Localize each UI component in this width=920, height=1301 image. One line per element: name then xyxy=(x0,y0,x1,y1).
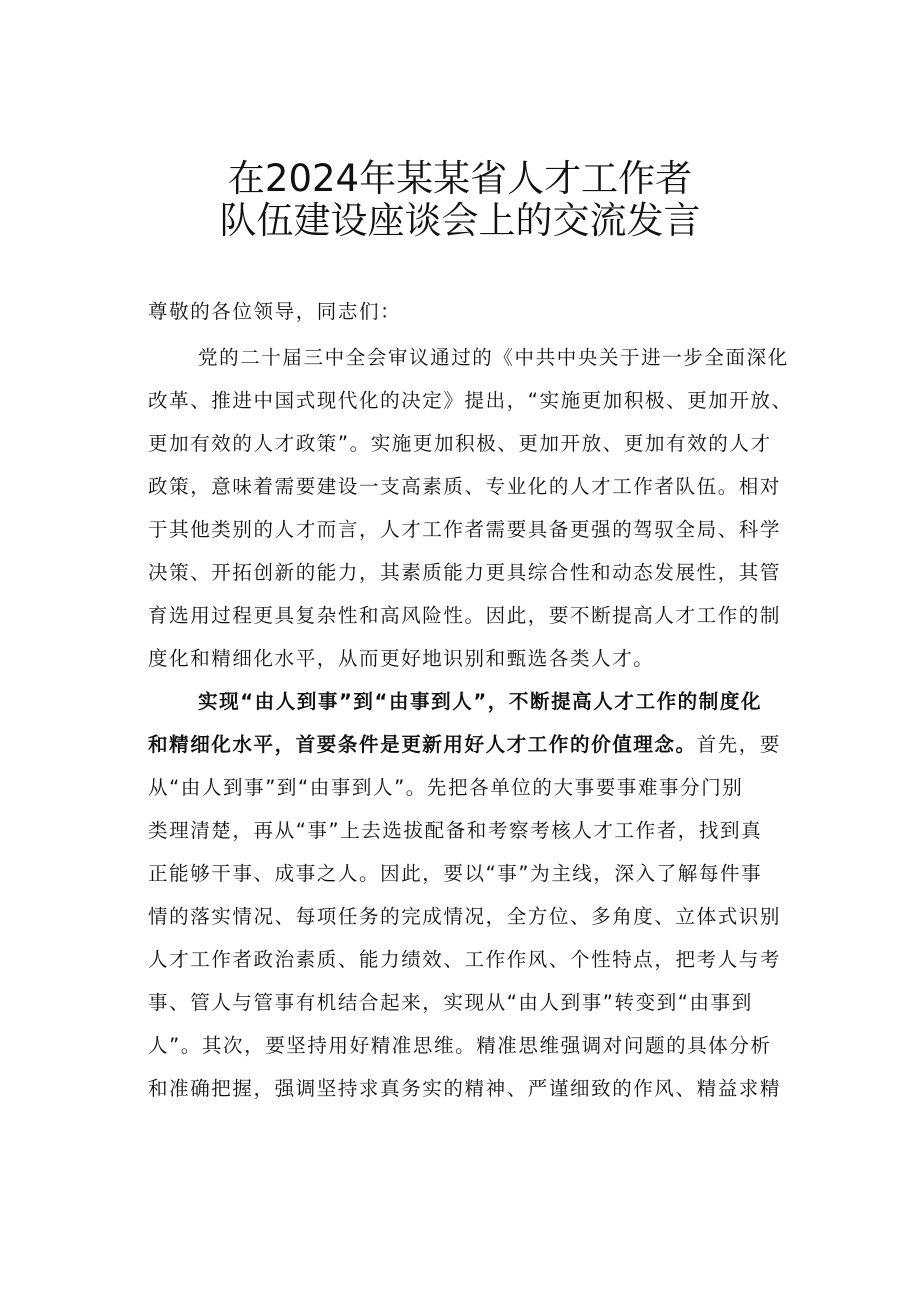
paragraph-line: 党的二十届三中全会审议通过的《中共中央关于进一步全面深化 xyxy=(198,346,789,369)
paragraph-line: 和准确把握，强调坚持求真务实的精神、严谨细致的作风、精益求精 xyxy=(148,1077,782,1100)
paragraph-line: 更加有效的人才政策”。实施更加积极、更加开放、更加有效的人才 xyxy=(148,432,772,455)
paragraph-line: 从“由人到事”到“由事到人”。先把各单位的大事要事难事分门别 xyxy=(148,776,744,799)
paragraph-heading-tail: 和精细化水平，首要条件是更新用好人才工作的价值理念。 xyxy=(148,733,697,756)
paragraph-line: 育选用过程更具复杂性和高风险性。因此，要不断提高人才工作的制 xyxy=(148,604,782,627)
paragraph-line: 度化和精细化水平，从而更好地识别和甄选各类人才。 xyxy=(148,647,655,670)
paragraph-line: 事、管人与管事有机结合起来，实现从“由人到事”转变到“由事到 xyxy=(148,991,753,1014)
paragraph-line: 正能够干事、成事之人。因此，要以“事”为主线，深入了解每件事 xyxy=(148,862,763,885)
paragraph-heading-line: 实现“由人到事”到“由事到人”，不断提高人才工作的制度化 xyxy=(198,690,763,713)
paragraph-mixed-line xyxy=(148,729,781,757)
paragraph-line: 情的落实情况、每项任务的完成情况，全方位、多角度、立体式识别 xyxy=(148,905,782,928)
paragraph-line: 决策、开拓创新的能力，其素质能力更具综合性和动态发展性，其管 xyxy=(148,561,782,584)
document-title-line-2: 队伍建设座谈会上的交流发言 xyxy=(219,199,701,242)
paragraph-line: 类理清楚，再从“事”上去选拔配备和考察考核人才工作者，找到真 xyxy=(148,819,763,842)
salutation: 尊敬的各位领导，同志们： xyxy=(148,300,402,323)
paragraph-line: 人”。其次，要坚持用好精准思维。精准思维强调对问题的具体分析 xyxy=(148,1034,772,1057)
paragraph-line: 改革、推进中国式现代化的决定》提出，“实施更加积极、更加开放、 xyxy=(148,389,793,412)
paragraph-line: 于其他类别的人才而言，人才工作者需要具备更强的驾驭全局、科学 xyxy=(148,518,782,541)
paragraph-line: 人才工作者政治素质、能力绩效、工作作风、个性特点，把考人与考 xyxy=(148,948,782,971)
paragraph-line: 政策，意味着需要建设一支高素质、专业化的人才工作者队伍。相对 xyxy=(148,475,782,498)
document-title-line-1: 在2024年某某省人才工作者 xyxy=(227,157,693,200)
paragraph-line-rest: 首先，要 xyxy=(696,733,782,756)
